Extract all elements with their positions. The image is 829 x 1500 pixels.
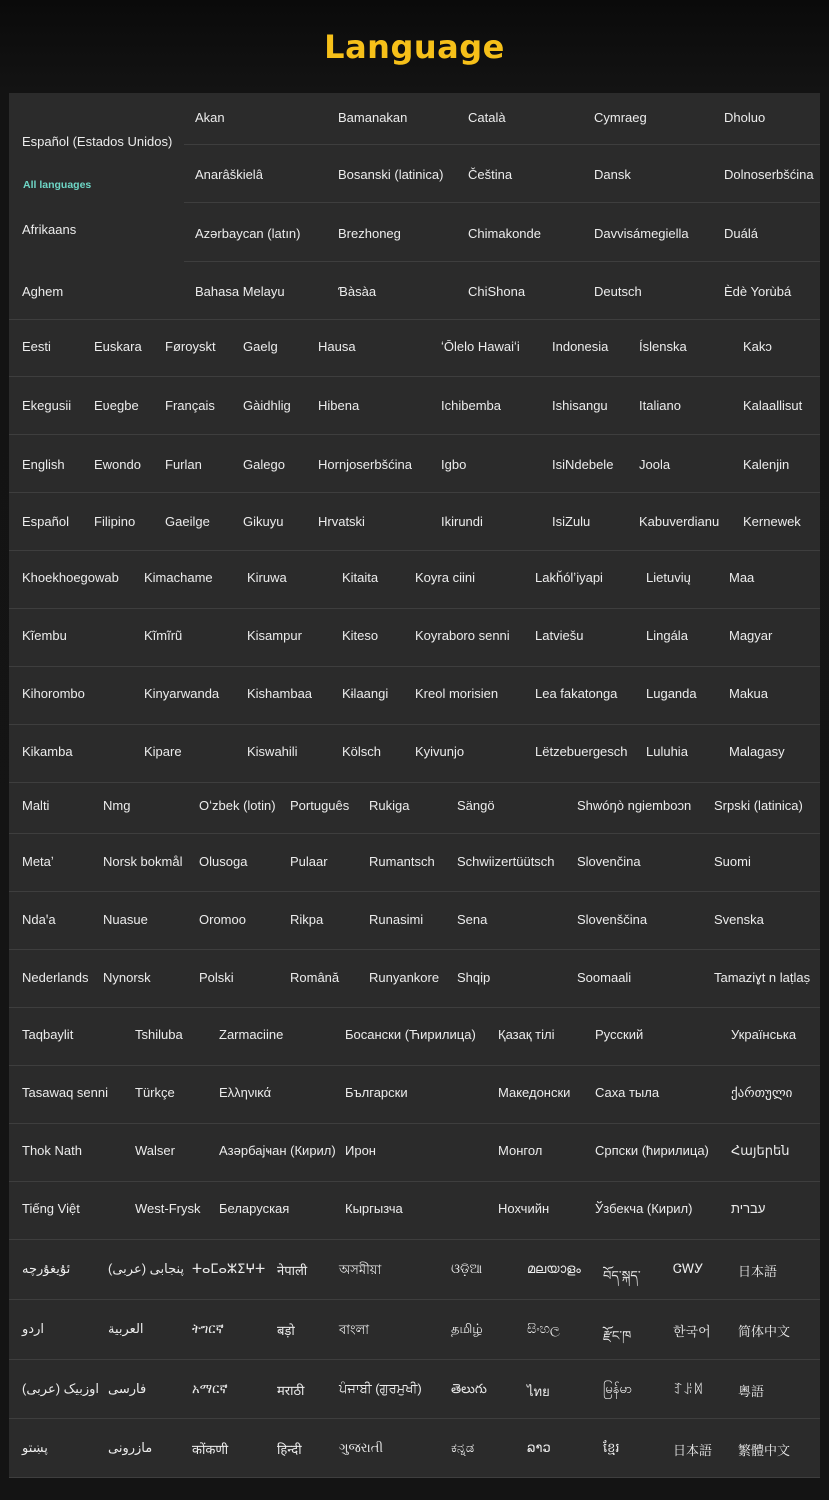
- language-option[interactable]: Kitaita: [342, 570, 379, 585]
- language-option[interactable]: Bamanakan: [338, 110, 408, 125]
- language-list-panel: [9, 93, 820, 1478]
- language-option[interactable]: Filipino: [94, 514, 136, 529]
- language-row: [9, 1419, 820, 1478]
- language-option[interactable]: ଓଡ଼ିଆ: [451, 1261, 483, 1276]
- language-option[interactable]: Ndaꞌa: [22, 912, 56, 927]
- language-option[interactable]: မြန်မာ: [603, 1381, 633, 1396]
- language-option[interactable]: Soomaali: [577, 970, 632, 985]
- language-row: [9, 1124, 820, 1182]
- language-option[interactable]: ਪੰਜਾਬੀ (ਗੁਰਮੁਖੀ): [339, 1381, 422, 1396]
- all-languages-label: All languages: [23, 179, 92, 191]
- language-option[interactable]: Galego: [243, 457, 285, 472]
- language-option[interactable]: West-Frysk: [135, 1201, 201, 1216]
- language-option[interactable]: اردو: [22, 1321, 44, 1336]
- language-option[interactable]: Hrvatski: [318, 514, 365, 529]
- language-option[interactable]: ᏣᎳᎩ: [673, 1261, 704, 1276]
- language-option[interactable]: Thok Nath: [22, 1143, 82, 1158]
- language-option[interactable]: ꆈꌠꉙ: [673, 1382, 704, 1397]
- language-row: [184, 93, 820, 145]
- language-option[interactable]: Anarâškielâ: [195, 167, 263, 182]
- language-option[interactable]: Català: [468, 110, 506, 125]
- language-option[interactable]: עברית: [731, 1201, 766, 1216]
- language-option[interactable]: Français: [165, 398, 215, 413]
- language-option[interactable]: Ўзбекча (Кирил): [595, 1201, 693, 1216]
- language-option[interactable]: Taqbaylit: [22, 1027, 74, 1042]
- language-option[interactable]: Kĩembu: [22, 628, 67, 643]
- language-option[interactable]: Kimachame: [144, 570, 213, 585]
- language-option[interactable]: Kihorombo: [22, 686, 85, 701]
- language-option[interactable]: Makua: [729, 686, 769, 701]
- language-option[interactable]: 粵語: [738, 1384, 765, 1399]
- language-option[interactable]: Furlan: [165, 457, 202, 472]
- language-option[interactable]: कोंकणी: [192, 1442, 229, 1457]
- language-option[interactable]: Հայերեն: [731, 1143, 790, 1158]
- language-option[interactable]: Ekegusii: [22, 398, 72, 413]
- language-option[interactable]: Eesti: [22, 339, 51, 354]
- language-option[interactable]: Italiano: [639, 398, 681, 413]
- language-option[interactable]: Tshiluba: [135, 1027, 183, 1042]
- language-option[interactable]: پښتو: [22, 1440, 48, 1455]
- language-option[interactable]: Kishambaa: [247, 686, 313, 701]
- language-option[interactable]: Ishisangu: [552, 398, 608, 413]
- language-option[interactable]: Svenska: [714, 912, 764, 927]
- language-row: [9, 609, 820, 667]
- language-option[interactable]: Schwiizertüütsch: [457, 854, 555, 869]
- language-option[interactable]: Tiếng Việt: [22, 1201, 80, 1216]
- language-option[interactable]: Kiruwa: [247, 570, 287, 585]
- language-option[interactable]: Bahasa Melayu: [195, 284, 285, 299]
- language-row: [9, 1008, 820, 1066]
- language-option[interactable]: Tasawaq senni: [22, 1085, 108, 1100]
- language-option[interactable]: Suomi: [714, 854, 751, 869]
- language-option[interactable]: Akan: [195, 110, 225, 125]
- language-option[interactable]: Қазақ тілі: [498, 1027, 555, 1042]
- language-option[interactable]: Magyar: [729, 628, 773, 643]
- language-option[interactable]: مازرونی: [108, 1440, 153, 1455]
- language-option[interactable]: Koyra ciini: [415, 570, 475, 585]
- language-option[interactable]: Kipare: [144, 744, 182, 759]
- language-option[interactable]: Монгол: [498, 1143, 543, 1158]
- language-row: [184, 203, 820, 262]
- language-option[interactable]: Lakȟólʼiyapi: [535, 570, 603, 585]
- language-option[interactable]: Ирон: [345, 1143, 376, 1158]
- language-row: [9, 1066, 820, 1124]
- language-option[interactable]: ქართული: [731, 1085, 793, 1100]
- language-option[interactable]: Kiteso: [342, 628, 379, 643]
- current-language-column: [9, 93, 184, 262]
- language-option[interactable]: Македонски: [498, 1085, 571, 1100]
- language-option[interactable]: བོད་སྐད་: [603, 1268, 641, 1283]
- language-option[interactable]: العربية: [108, 1321, 144, 1336]
- language-option[interactable]: Luluhia: [646, 744, 688, 759]
- language-option[interactable]: Rukiga: [369, 798, 410, 813]
- language-option[interactable]: Igbo: [441, 457, 467, 472]
- language-option[interactable]: Shwóŋò ngiemboɔn: [577, 798, 692, 813]
- language-option[interactable]: हिन्दी: [277, 1442, 302, 1457]
- language-option[interactable]: Nmg: [103, 798, 131, 813]
- language-row: [9, 1360, 820, 1419]
- language-option[interactable]: Български: [345, 1085, 408, 1100]
- language-row: [184, 145, 820, 203]
- language-option[interactable]: ئۇيغۇرچە: [22, 1261, 71, 1276]
- language-option[interactable]: Euskara: [94, 339, 142, 354]
- language-option[interactable]: Dholuo: [724, 110, 766, 125]
- language-option[interactable]: 日本語: [738, 1264, 778, 1279]
- language-option[interactable]: Kɨlaangi: [342, 686, 389, 701]
- language-row: [9, 493, 820, 551]
- language-option[interactable]: Aghem: [22, 284, 64, 299]
- language-option[interactable]: 简体中文: [738, 1324, 791, 1339]
- language-option[interactable]: Dolnoserbšćina: [724, 167, 814, 182]
- language-option[interactable]: Kalenjin: [743, 457, 790, 472]
- language-option[interactable]: Kalaallisut: [743, 398, 803, 413]
- language-row: [9, 320, 820, 377]
- language-option[interactable]: Română: [290, 970, 340, 985]
- language-option[interactable]: Sena: [457, 912, 488, 927]
- language-option[interactable]: IsiZulu: [552, 514, 591, 529]
- language-option[interactable]: Chimakonde: [468, 226, 541, 241]
- language-option[interactable]: Español: [22, 514, 69, 529]
- language-option[interactable]: Oʻzbek (lotin): [199, 798, 276, 813]
- language-option[interactable]: बड़ो: [277, 1323, 295, 1338]
- language-option[interactable]: Gaelg: [243, 339, 278, 354]
- language-option[interactable]: বাংলা: [339, 1322, 370, 1337]
- language-option[interactable]: Runasimi: [369, 912, 424, 927]
- language-option[interactable]: རྫོང་ཁ: [603, 1328, 632, 1343]
- language-option[interactable]: Polski: [199, 970, 234, 985]
- language-option[interactable]: Latviešu: [535, 628, 584, 643]
- language-option[interactable]: Kreol morisien: [415, 686, 499, 701]
- language-option[interactable]: Rumantsch: [369, 854, 435, 869]
- language-option[interactable]: Malti: [22, 798, 50, 813]
- language-option[interactable]: Íslenska: [639, 339, 687, 354]
- language-option[interactable]: Kinyarwanda: [144, 686, 220, 701]
- language-option[interactable]: Čeština: [468, 167, 513, 182]
- language-option[interactable]: Kiswahili: [247, 744, 298, 759]
- recent-language-item[interactable]: Afrikaans: [22, 222, 77, 237]
- language-option[interactable]: Ikirundi: [441, 514, 483, 529]
- language-option[interactable]: Ichibemba: [441, 398, 501, 413]
- language-option[interactable]: Српски (ћирилица): [595, 1143, 709, 1158]
- language-option[interactable]: Brezhoneg: [338, 226, 401, 241]
- language-option[interactable]: Lingála: [646, 628, 688, 643]
- language-option[interactable]: Gàidhlig: [243, 398, 291, 413]
- language-option[interactable]: Hausa: [318, 339, 356, 354]
- language-option[interactable]: Srpski (latinica): [714, 798, 803, 813]
- language-option[interactable]: Português: [290, 798, 350, 813]
- language-option[interactable]: Босански (Ћирилица): [345, 1027, 476, 1042]
- language-option[interactable]: ⵜⴰⵎⴰⵣⵉⵖⵜ: [192, 1261, 266, 1276]
- language-option[interactable]: ትግርኛ: [192, 1321, 224, 1336]
- language-option[interactable]: Bosanski (latinica): [338, 167, 444, 182]
- language-option[interactable]: Kyivunjo: [415, 744, 465, 759]
- language-option[interactable]: Gaeilge: [165, 514, 210, 529]
- language-option[interactable]: ʻŌlelo Hawaiʻi: [441, 339, 520, 354]
- language-option[interactable]: Kĩmĩrũ: [144, 628, 183, 643]
- language-option[interactable]: Sängö: [457, 798, 495, 813]
- language-option[interactable]: Indonesia: [552, 339, 609, 354]
- language-option[interactable]: Walser: [135, 1143, 175, 1158]
- language-option[interactable]: 繁體中文: [738, 1443, 791, 1458]
- language-option[interactable]: Кыргызча: [345, 1201, 403, 1216]
- language-option[interactable]: Kabuverdianu: [639, 514, 720, 529]
- language-option[interactable]: Lea fakatonga: [535, 686, 618, 701]
- language-option[interactable]: Kikamba: [22, 744, 73, 759]
- language-option[interactable]: Olusoga: [199, 854, 248, 869]
- language-row: [9, 1182, 820, 1240]
- language-option[interactable]: اوزبیک (عربی): [22, 1381, 99, 1396]
- language-option[interactable]: Türkçe: [135, 1085, 175, 1100]
- language-option[interactable]: Pulaar: [290, 854, 328, 869]
- language-row: [9, 377, 820, 435]
- language-option[interactable]: Khoekhoegowab: [22, 570, 119, 585]
- language-option[interactable]: Metaʼ: [22, 854, 54, 869]
- language-option[interactable]: Joola: [639, 457, 671, 472]
- language-option[interactable]: Deutsch: [594, 284, 642, 299]
- language-option[interactable]: Zarmaciine: [219, 1027, 284, 1042]
- language-option[interactable]: Русский: [595, 1027, 644, 1042]
- language-option[interactable]: Ɓàsàa: [338, 284, 377, 299]
- language-option[interactable]: Maa: [729, 570, 755, 585]
- language-row: [9, 834, 820, 892]
- language-row: [9, 262, 820, 320]
- language-option[interactable]: Tamaziɣt n laṭlaṣ: [714, 970, 811, 985]
- language-option[interactable]: Беларуская: [219, 1201, 290, 1216]
- page-title: Language: [324, 28, 505, 66]
- language-option[interactable]: Cymraeg: [594, 110, 647, 125]
- language-option[interactable]: മലയാളം: [527, 1261, 581, 1276]
- language-option[interactable]: Lietuvių: [646, 570, 691, 585]
- language-option[interactable]: Koyraboro senni: [415, 628, 510, 643]
- selected-language[interactable]: Español (Estados Unidos): [22, 134, 173, 149]
- language-option[interactable]: Ελληνικά: [219, 1085, 272, 1100]
- language-option[interactable]: Slovenčina: [577, 854, 641, 869]
- language-option[interactable]: Oromoo: [199, 912, 246, 927]
- language-option[interactable]: Norsk bokmål: [103, 854, 183, 869]
- language-option[interactable]: Rikpa: [290, 912, 324, 927]
- language-option[interactable]: Gikuyu: [243, 514, 284, 529]
- language-row: [9, 667, 820, 725]
- language-option[interactable]: Luganda: [646, 686, 697, 701]
- language-row: [9, 1240, 820, 1300]
- language-option[interactable]: Kölsch: [342, 744, 382, 759]
- language-option[interactable]: Nederlands: [22, 970, 89, 985]
- language-option[interactable]: Нохчийн: [498, 1201, 550, 1216]
- language-row: [9, 435, 820, 493]
- language-option[interactable]: Èdè Yorùbá: [724, 284, 792, 299]
- language-option[interactable]: Саха тыла: [595, 1085, 660, 1100]
- language-row: [9, 783, 820, 834]
- language-row: [9, 725, 820, 783]
- language-option[interactable]: Shqip: [457, 970, 491, 985]
- language-option[interactable]: Ewondo: [94, 457, 141, 472]
- language-option[interactable]: ไทย: [527, 1384, 550, 1399]
- language-option[interactable]: অসমীয়া: [339, 1262, 382, 1277]
- language-option[interactable]: Kisampur: [247, 628, 302, 643]
- language-option[interactable]: Азәрбајҹан (Кирил): [219, 1143, 336, 1158]
- language-option[interactable]: Nuasue: [103, 912, 148, 927]
- language-option[interactable]: ಕನ್ನಡ: [451, 1440, 475, 1455]
- language-option[interactable]: አማርኛ: [192, 1381, 228, 1396]
- language-option[interactable]: Hibena: [318, 398, 360, 413]
- language-option[interactable]: తెలుగు: [451, 1381, 487, 1396]
- language-option[interactable]: Kernewek: [743, 514, 801, 529]
- language-option[interactable]: ខ្មែរ: [603, 1440, 620, 1455]
- language-option[interactable]: Malagasy: [729, 744, 785, 759]
- language-option[interactable]: Davvisámegiella: [594, 226, 689, 241]
- language-option[interactable]: Slovenščina: [577, 912, 648, 927]
- language-option[interactable]: नेपाली: [277, 1263, 308, 1278]
- language-option[interactable]: پنجابی (عربی): [108, 1261, 185, 1276]
- language-option[interactable]: Azərbaycan (latın): [195, 226, 301, 241]
- language-option[interactable]: Dansk: [594, 167, 631, 182]
- language-option[interactable]: Hornjoserbšćina: [318, 457, 412, 472]
- language-option[interactable]: Lëtzebuergesch: [535, 744, 628, 759]
- language-option[interactable]: Føroyskt: [165, 339, 216, 354]
- language-row: [9, 950, 820, 1008]
- language-option[interactable]: Runyankore: [369, 970, 440, 985]
- language-option[interactable]: Eʋegbe: [94, 398, 139, 413]
- language-option[interactable]: मराठी: [277, 1383, 305, 1398]
- language-option[interactable]: IsiNdebele: [552, 457, 614, 472]
- language-option[interactable]: தமிழ்: [451, 1321, 483, 1336]
- language-row: [9, 551, 820, 609]
- language-option[interactable]: Duálá: [724, 226, 758, 241]
- language-option[interactable]: فارسی: [108, 1381, 147, 1396]
- language-option[interactable]: ગુજરાતી: [339, 1440, 384, 1455]
- language-option[interactable]: ChiShona: [468, 284, 526, 299]
- language-option[interactable]: Nynorsk: [103, 970, 151, 985]
- language-option[interactable]: ລາວ: [527, 1440, 551, 1455]
- language-option[interactable]: 한국어: [673, 1324, 711, 1339]
- language-option[interactable]: Українська: [731, 1027, 797, 1042]
- language-option[interactable]: Kakɔ: [743, 339, 772, 354]
- language-row: [9, 892, 820, 950]
- language-option[interactable]: English: [22, 457, 65, 472]
- language-row: [9, 1300, 820, 1360]
- language-option[interactable]: සිංහල: [527, 1321, 560, 1336]
- language-option[interactable]: 日本語: [673, 1443, 713, 1458]
